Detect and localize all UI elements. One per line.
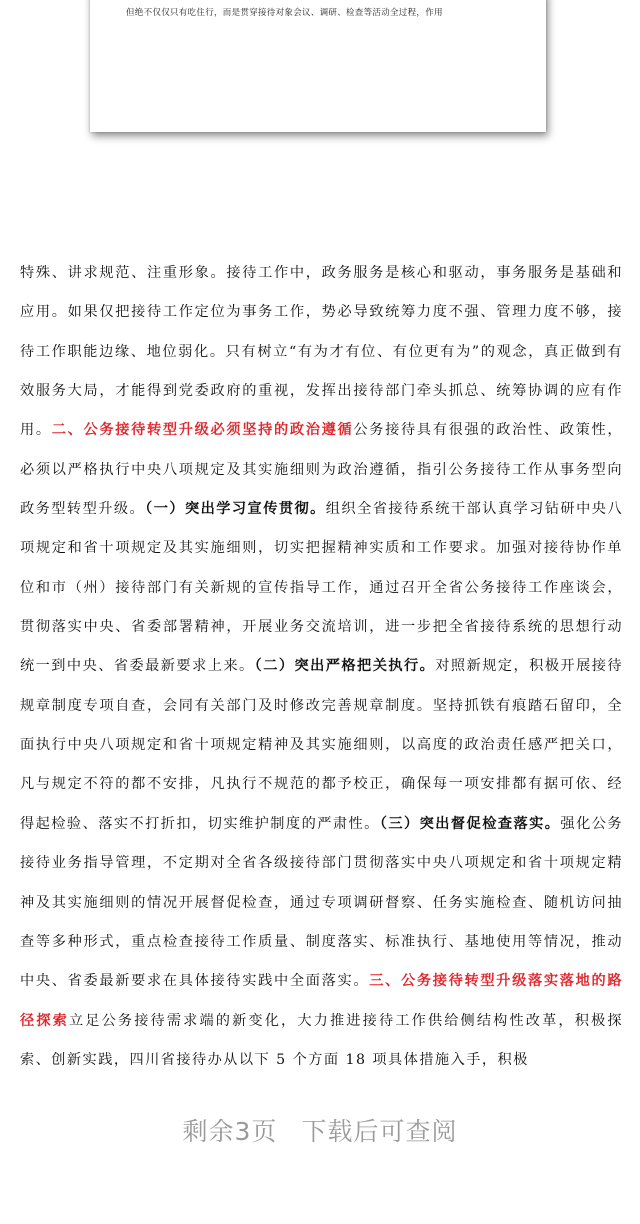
remaining-pages-label: 剩余3页 (182, 1117, 278, 1146)
remaining-pages-notice[interactable] (0, 1112, 640, 1148)
paragraph: 对照新规定，积极开展接待规章制度专项自查，会同有关部门及时修改完善规章制度。坚持抓铁有痕踏石留印，全面执行中央八项规定和省十项规定精神及其实施细则，以高度的政治责任感严把关口，凡与规定不符的都不安排，凡执行不规范的都予校正，确保每一项安排都有据可依、经得起检验、落实不打折扣，切实维护制度的严肃性。 (20, 658, 623, 832)
paragraph: 强化公务接待业务指导管理，不定期对全省各级接待部门贯彻落实中央八项规定和省十项规定精神及其实施细则的情况开展督促检查，通过专项调研督察、任务实施检查、随机访问抽查等多种形式，重点检查接待工作质量、制度落实、标准执行、基地使用等情况，推动中央、省委最新要求在具体接待实践中全面落实。 (20, 815, 623, 990)
subsection-heading: （二）突出严格把关执行。 (254, 658, 436, 675)
document-body (20, 254, 623, 1080)
section-heading: 二、公务接待转型升级必须坚持的政治遵循 (51, 422, 354, 439)
paragraph: 特殊、讲求规范、注重形象。接待工作中，政务服务是核心和驱动，事务服务是基础和应用。如果仅把接待工作定位为事务工作，势必导致统筹力度不强、管理力度不够，接待工作职能边缘、地位弱化。只有树立“有为才有位、有位更有为”的观念，真正做到有效服务大局，才能得到党委政府的重视，发挥出接待部门牵头抓总、统筹协调的应有作用。 (20, 265, 623, 439)
subsection-heading: （一）突出学习宣传贯彻。 (145, 501, 326, 518)
paragraph: 组织全省接待系统干部认真学习钻研中央八项规定和省十项规定及其实施细则，切实把握精神实质和工作要求。加强对接待协作单位和市（州）接待部门有关新规的宣传指导工作，通过召开全省公务接待工作座谈会，贯彻落实中央、省委部署精神，开展业务交流培训，进一步把全省接待系统的思想行动统一到中央、省委最新要求上来。 (20, 501, 623, 675)
subsection-heading: （三）突出督促检查落实。 (379, 815, 561, 832)
preview-text-line: 但绝不仅仅只有吃住行，而是贯穿接待对象会议、调研、检查等活动全过程，作用 (126, 8, 443, 18)
preview-page-card (90, 0, 546, 132)
download-hint-label: 下载后可查阅 (301, 1117, 458, 1146)
paragraph: 公务接待具有很强的政治性、政策性，必须以严格执行中央八项规定及其实施细则为政治遵循，指引公务接待工作从事务型向政务型转型升级。 (20, 422, 623, 518)
paragraph: 立足公务接待需求端的新变化，大力推进接待工作供给侧结构性改革，积极探索、创新实践，四川省接待办从以下 5 个方面 18 项具体措施入手，积极 (20, 1012, 623, 1068)
document-preview-area (0, 0, 640, 160)
section-heading: 三、公务接待转型升级落实落地的路径探索 (20, 973, 624, 1029)
